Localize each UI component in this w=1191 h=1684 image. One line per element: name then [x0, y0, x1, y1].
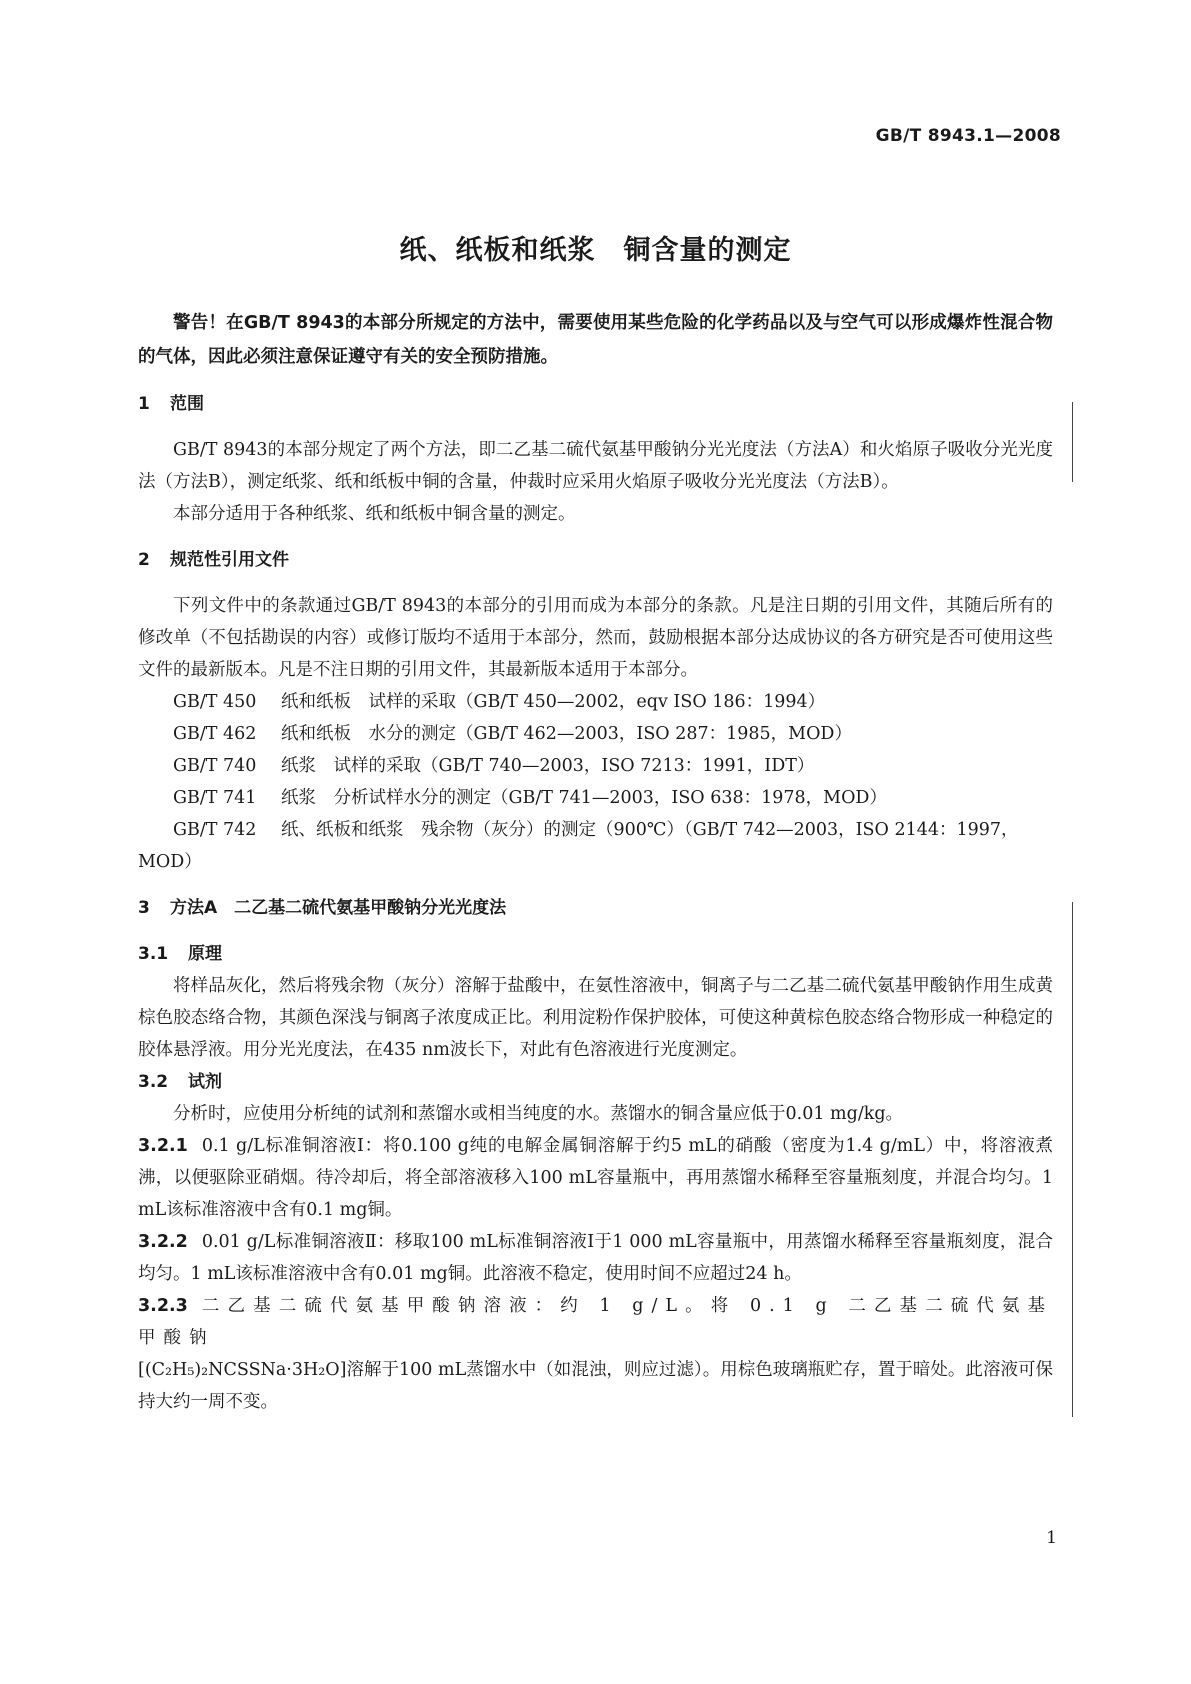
- reagent-item-3-2-2: [138, 1226, 1053, 1290]
- subsection-3-2-heading: [138, 1066, 1053, 1098]
- reference-title: 纸浆 分析试样水分的测定（GB/T 741—2003，ISO 638：1978，MOD）: [281, 788, 887, 808]
- references-intro: 下列文件中的条款通过GB/T 8943的本部分的引用而成为本部分的条款。凡是注日期的引用文件，其随后所有的修改单（不包括勘误的内容）或修订版均不适用于本部分，然而，鼓励根据本部分达成协议的各方研究是否可使用这些文件的最新版本。凡是不注日期的引用文件，其最新版本适用于本部分。: [138, 596, 1053, 680]
- standard-code: GB/T 8943.1—2008: [875, 126, 1061, 146]
- scope-applicability: 本部分适用于各种纸浆、纸和纸板中铜含量的测定。: [173, 504, 576, 524]
- reference-title: 纸、纸板和纸浆 残余物（灰分）的测定（900℃）（GB/T 742—2003，ISO 2144：1997，MOD）: [138, 820, 1019, 872]
- subsection-title: 试剂: [188, 1072, 222, 1092]
- reference-title: 纸和纸板 水分的测定（GB/T 462—2003，ISO 287：1985，MOD）: [281, 724, 852, 744]
- section-title: 规范性引用文件: [170, 550, 289, 570]
- document-body: [138, 306, 1053, 1418]
- item-number: 3.2.1: [138, 1136, 188, 1156]
- subsection-3-1-heading: [138, 938, 1053, 970]
- change-bar-1: [1072, 402, 1073, 482]
- page-number: 1: [1046, 1528, 1057, 1548]
- reference-item: [138, 750, 1053, 782]
- item-number: 3.2.3: [138, 1296, 188, 1316]
- item-text: 0.1 g/L标准铜溶液Ⅰ：将0.100 g纯的电解金属铜溶解于约5 mL的硝酸（密度为1.4 g/mL）中，将溶液煮沸，以便驱除亚硝烟。待冷却后，将全部溶液移入100 mL容量瓶中，再用蒸馏水稀释至容量瓶刻度，并混合均匀。1 mL该标准溶液中含有0.1 mg铜。: [138, 1136, 1053, 1220]
- section-2-heading: [138, 544, 1053, 576]
- reagents-intro: 分析时，应使用分析纯的试剂和蒸馏水或相当纯度的水。蒸馏水的铜含量应低于0.01 mg/kg。: [173, 1104, 904, 1124]
- reagent-item-3-2-1: [138, 1130, 1053, 1226]
- reference-code: GB/T 450: [173, 692, 257, 712]
- reagent-item-3-2-3: [138, 1290, 1053, 1418]
- section-title: 范围: [170, 394, 204, 414]
- reference-item: [138, 718, 1053, 750]
- section-title: 方法A 二乙基二硫代氨基甲酸钠分光光度法: [170, 898, 507, 918]
- reference-code: GB/T 462: [173, 724, 257, 744]
- change-bar-2: [1072, 902, 1073, 1417]
- reference-code: GB/T 740: [173, 756, 257, 776]
- item-number: 3.2.2: [138, 1232, 188, 1252]
- reference-item: [138, 686, 1053, 718]
- reference-title: 纸和纸板 试样的采取（GB/T 450—2002，eqv ISO 186：1994）: [281, 692, 826, 712]
- item-text-first-line: 二乙基二硫代氨基甲酸钠溶液：约 1 g/L。将 0.1 g 二乙基二硫代氨基甲酸钠: [138, 1296, 1053, 1348]
- subsection-title: 原理: [188, 944, 222, 964]
- reference-code: GB/T 741: [173, 788, 257, 808]
- section-number: 1: [138, 394, 150, 414]
- item-text-continued: [(C₂H₅)₂NCSSNa·3H₂O]溶解于100 mL蒸馏水中（如混浊，则应过滤）。用棕色玻璃瓶贮存，置于暗处。此溶液可保持大约一周不变。: [138, 1360, 1053, 1412]
- reference-item: [138, 782, 1053, 814]
- section-1-heading: [138, 388, 1053, 420]
- principle-paragraph: 将样品灰化，然后将残余物（灰分）溶解于盐酸中，在氨性溶液中，铜离子与二乙基二硫代氨基甲酸钠作用生成黄棕色胶态络合物，其颜色深浅与铜离子浓度成正比。利用淀粉作保护胶体，可使这种黄棕色胶态络合物形成一种稳定的胶体悬浮液。用分光光度法，在435 nm波长下，对此有色溶液进行光度测定。: [138, 976, 1053, 1060]
- section-3-heading: [138, 892, 1053, 924]
- scope-paragraph: GB/T 8943的本部分规定了两个方法，即二乙基二硫代氨基甲酸钠分光光度法（方法A）和火焰原子吸收分光光度法（方法B），测定纸浆、纸和纸板中铜的含量，仲裁时应采用火焰原子吸收分光光度法（方法B）。: [138, 440, 1053, 492]
- section-number: 2: [138, 550, 150, 570]
- section-number: 3: [138, 898, 150, 918]
- subsection-number: 3.2: [138, 1072, 169, 1092]
- safety-warning: 警告！在GB/T 8943的本部分所规定的方法中，需要使用某些危险的化学药品以及与空气可以形成爆炸性混合物的气体，因此必须注意保证遵守有关的安全预防措施。: [138, 313, 1053, 367]
- reference-title: 纸浆 试样的采取（GB/T 740—2003，ISO 7213：1991，IDT）: [281, 756, 815, 776]
- reference-code: GB/T 742: [173, 820, 257, 840]
- subsection-number: 3.1: [138, 944, 169, 964]
- document-title: 纸、纸板和纸浆 铜含量的测定: [399, 235, 792, 266]
- item-text: 0.01 g/L标准铜溶液Ⅱ：移取100 mL标准铜溶液Ⅰ于1 000 mL容量瓶中，用蒸馏水稀释至容量瓶刻度，混合均匀。1 mL该标准溶液中含有0.01 mg铜。此溶液不稳定，使用时间不应超过24 h。: [138, 1232, 1053, 1284]
- reference-item: [138, 814, 1053, 878]
